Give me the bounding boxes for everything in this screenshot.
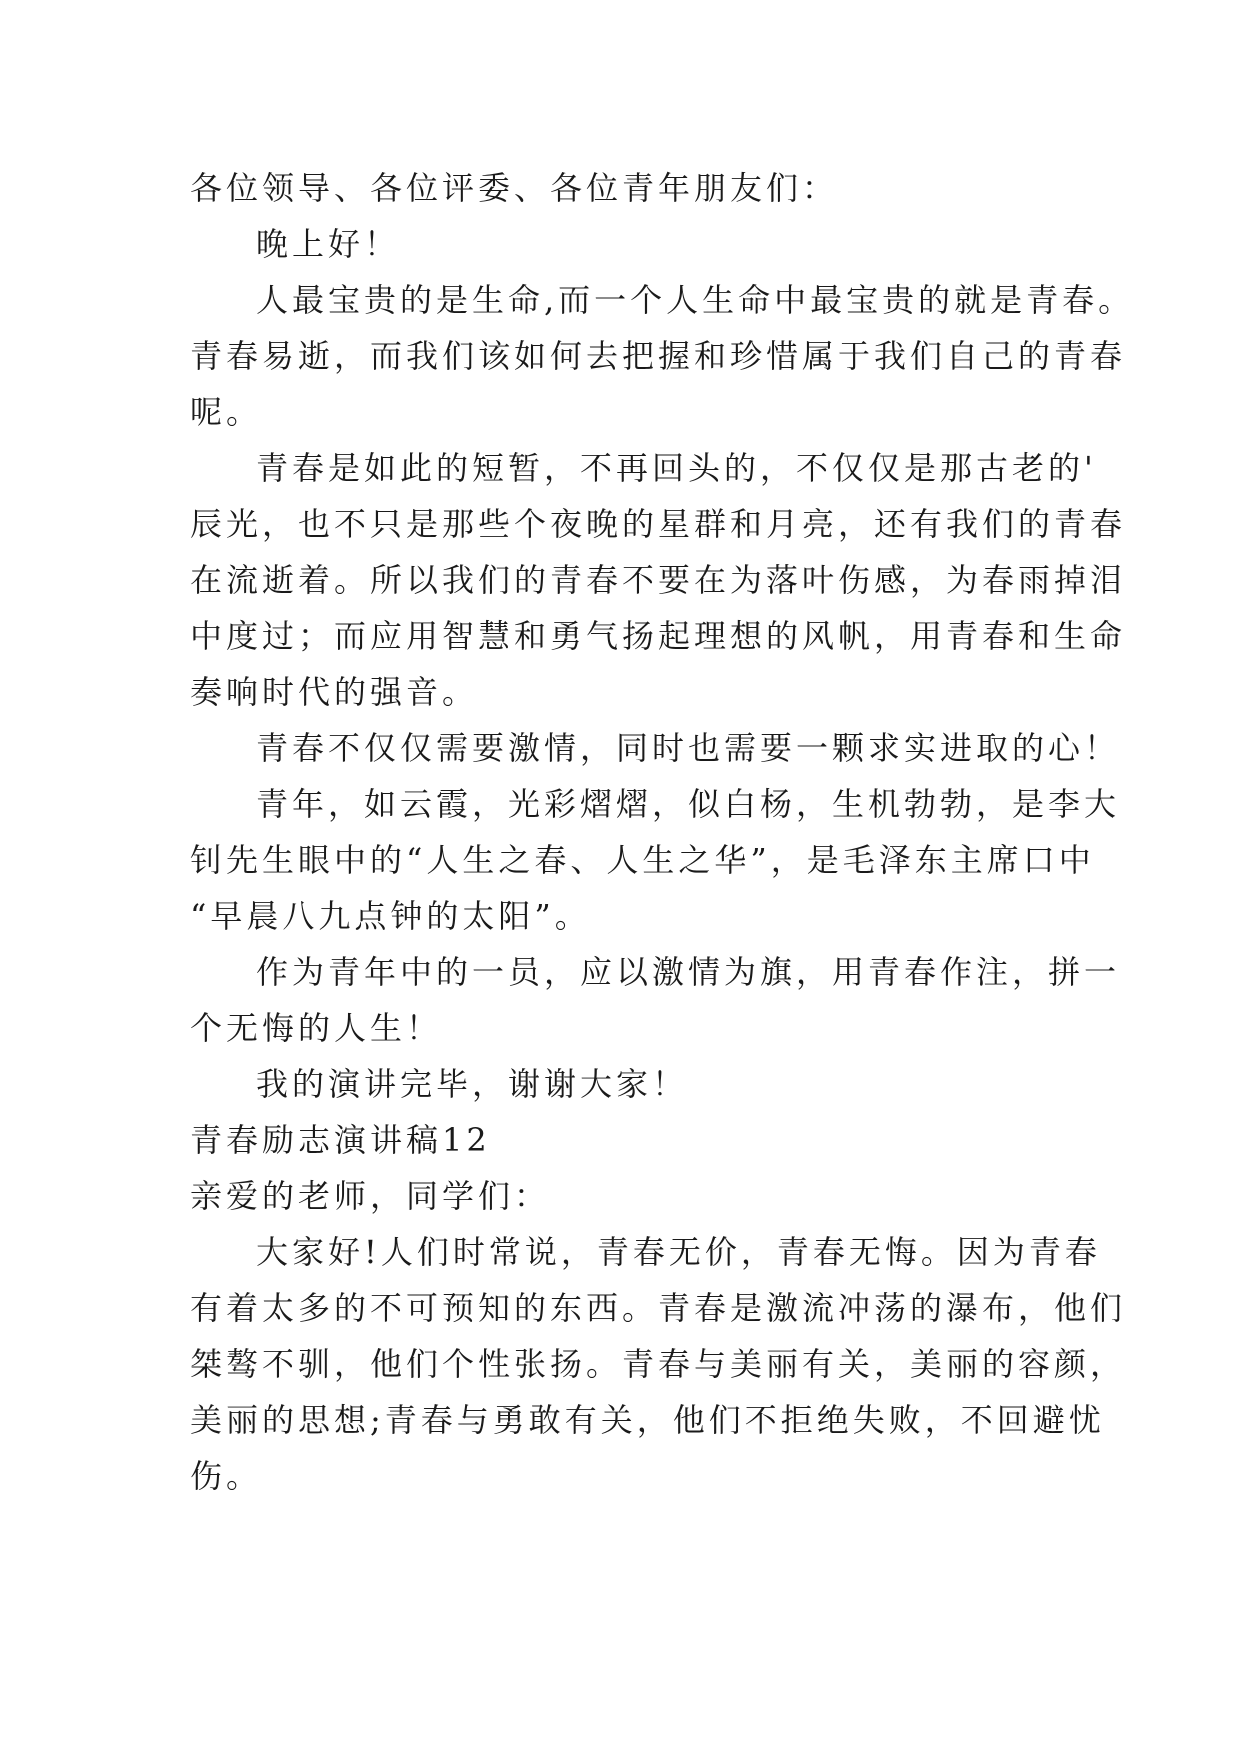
greeting-line: 晚上好！	[256, 225, 401, 263]
salutation-line: 各位领导、各位评委、各位青年朋友们：	[190, 169, 839, 207]
paragraph-line: 人最宝贵的是生命,而一个人生命中最宝贵的就是青春。	[256, 281, 1135, 319]
paragraph-line: 个无悔的人生！	[190, 1009, 443, 1047]
paragraph-line: 呢。	[190, 393, 263, 431]
closing-line: 我的演讲完毕，谢谢大家！	[256, 1065, 689, 1103]
paragraph-line: 青春不仅仅需要激情，同时也需要一颗求实进取的心！	[256, 729, 1121, 767]
paragraph-line: 钊先生眼中的“人生之春、人生之华”，是毛泽东主席口中	[190, 841, 1095, 879]
paragraph-line: 青年，如云霞，光彩熠熠，似白杨，生机勃勃，是李大	[256, 785, 1121, 823]
paragraph-line: 青春是如此的短暂，不再回头的，不仅仅是那古老的'	[256, 449, 1097, 487]
paragraph-line: 辰光，也不只是那些个夜晚的星群和月亮，还有我们的青春	[190, 505, 1127, 543]
paragraph-line: 中度过；而应用智慧和勇气扬起理想的风帆，用青春和生命	[190, 617, 1127, 655]
paragraph-line: 在流逝着。所以我们的青春不要在为落叶伤感，为春雨掉泪	[190, 561, 1127, 599]
paragraph-line: 桀骜不驯，他们个性张扬。青春与美丽有关，美丽的容颜，	[190, 1345, 1127, 1383]
section-title: 青春励志演讲稿12	[190, 1121, 491, 1159]
paragraph-line: 作为青年中的一员，应以激情为旗，用青春作注，拼一	[256, 953, 1121, 991]
paragraph-line: 青春易逝，而我们该如何去把握和珍惜属于我们自己的青春	[190, 337, 1127, 375]
paragraph-line: 伤。	[190, 1457, 263, 1495]
paragraph-line: 有着太多的不可预知的东西。青春是激流冲荡的瀑布，他们	[190, 1289, 1127, 1327]
paragraph-line: 奏响时代的强音。	[190, 673, 479, 711]
paragraph-line: “早晨八九点钟的太阳”。	[190, 897, 591, 935]
paragraph-line: 大家好!人们时常说，青春无价，青春无悔。因为青春	[256, 1233, 1101, 1271]
salutation-line: 亲爱的老师，同学们：	[190, 1177, 551, 1215]
paragraph-line: 美丽的思想;青春与勇敢有关，他们不拒绝失败，不回避忧	[190, 1401, 1105, 1439]
